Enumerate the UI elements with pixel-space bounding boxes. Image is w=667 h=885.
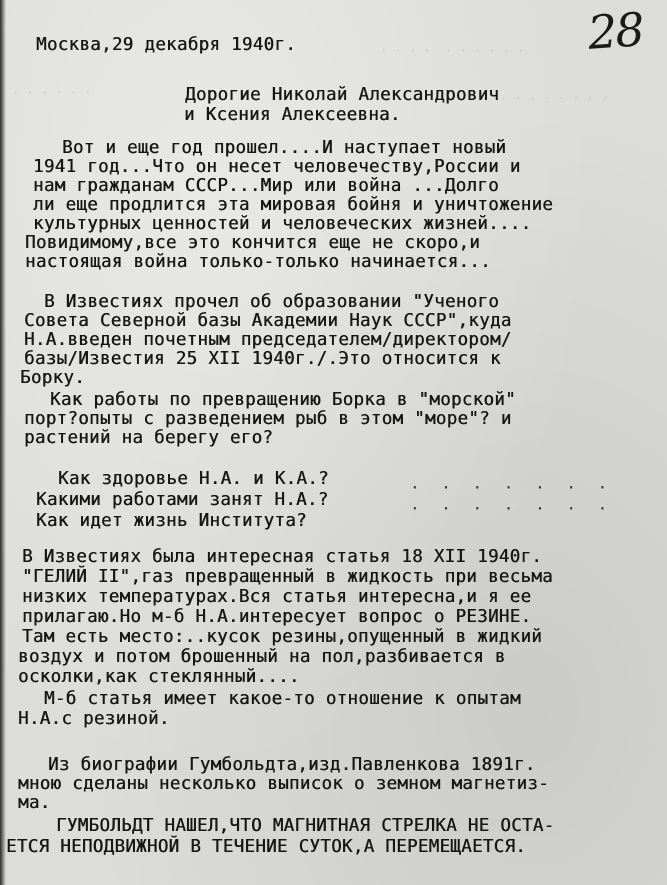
dotted-leader: · · · · · · · — [410, 478, 614, 497]
text-line: порт?опыты с разведением рыб в этом "море"? и — [24, 409, 512, 429]
text-line: ли еще продлится эта мировая бойня и уничтожение — [33, 195, 554, 215]
text-line: Вот и еще год прошел....И наступает новый — [62, 138, 507, 158]
text-line: ма. — [18, 793, 51, 813]
question-line: Как идет жизнь Института? — [36, 511, 307, 531]
question-line: Как здоровье Н.А. и К.А.? — [58, 469, 329, 489]
bleed-through-text: · · · · · · — [12, 86, 92, 100]
text-line: М-б статья имеет какое-то отношение к опытам — [44, 689, 521, 709]
dotted-leader: · · · · · · · — [410, 499, 614, 518]
salutation-line: и Ксения Алексеевна. — [184, 105, 401, 125]
bleed-through-text: · · · · · · · · — [500, 92, 609, 106]
salutation-line: Дорогие Николай Александрович — [185, 85, 500, 105]
text-line: осколки,как стеклянный.... — [18, 667, 300, 687]
letter-date: Москва,29 декабря 1940г. — [36, 35, 297, 55]
text-line: ГУМБОЛЬДТ НАШЕЛ,ЧТО МАГНИТНАЯ СТРЕЛКА НЕ ОСТА- — [56, 816, 555, 836]
text-line: настоящая война только-только начинается... — [25, 252, 491, 272]
text-line: мною сделаны несколько выписок о земном магнетиз- — [18, 774, 549, 794]
text-line: нам гражданам СССР...Мир или война ...Долго — [33, 176, 499, 196]
text-line: В Известиях прочел об образовании "Ученого — [44, 292, 500, 312]
text-line: Повидимому,все это кончится еще не скоро,и — [25, 233, 481, 253]
page-edge-shadow — [0, 0, 6, 885]
text-line: Борку. — [20, 368, 86, 388]
text-line: растений на берегу его? — [24, 428, 274, 448]
text-line: низких температурах.Вся статья интересна,и я ее — [22, 587, 532, 607]
text-line: культурных ценностей и человеческих жизней.... — [33, 214, 532, 234]
text-line: Как работы по превращению Борка в "морской" — [50, 390, 516, 410]
text-line: Н.А.введен почетным председателем/директором/ — [24, 330, 512, 350]
text-line: воздух и потом брошенный на пол,разбивается в — [18, 647, 506, 667]
text-line: Там есть место:..кусок резины,опущенный в жидкий — [22, 627, 543, 647]
bleed-through-text: · · · · · · · · · · — [380, 44, 525, 58]
text-line: Совета Северной базы Академии Наук СССР",куда — [24, 311, 512, 331]
text-line: В Известиях была интересная статья 18 XII 1940г. — [22, 547, 543, 567]
text-line: Н.А.с резиной. — [18, 709, 170, 729]
question-line: Какими работами занят Н.А.? — [36, 490, 329, 510]
text-line: базы/Известия 25 XII 1940г./.Это относится к — [24, 349, 501, 369]
text-line: прилагаю.Но м-б Н.А.интересует вопрос о РЕЗИНЕ. — [22, 607, 532, 627]
handwritten-page-number: 28 — [586, 2, 645, 60]
text-line: "ГЕЛИЙ II",газ превращенный в жидкость при весьма — [22, 567, 553, 587]
text-line: 1941 год...Что он несет человечеству,России и — [33, 157, 521, 177]
text-line: ЕТСЯ НЕПОДВИЖНОЙ В ТЕЧЕНИЕ СУТОК,А ПЕРЕМЕЩАЕТСЯ. — [6, 837, 527, 857]
text-line: Из биографии Гумбольдта,изд.Павленкова 1891г. — [48, 755, 536, 775]
